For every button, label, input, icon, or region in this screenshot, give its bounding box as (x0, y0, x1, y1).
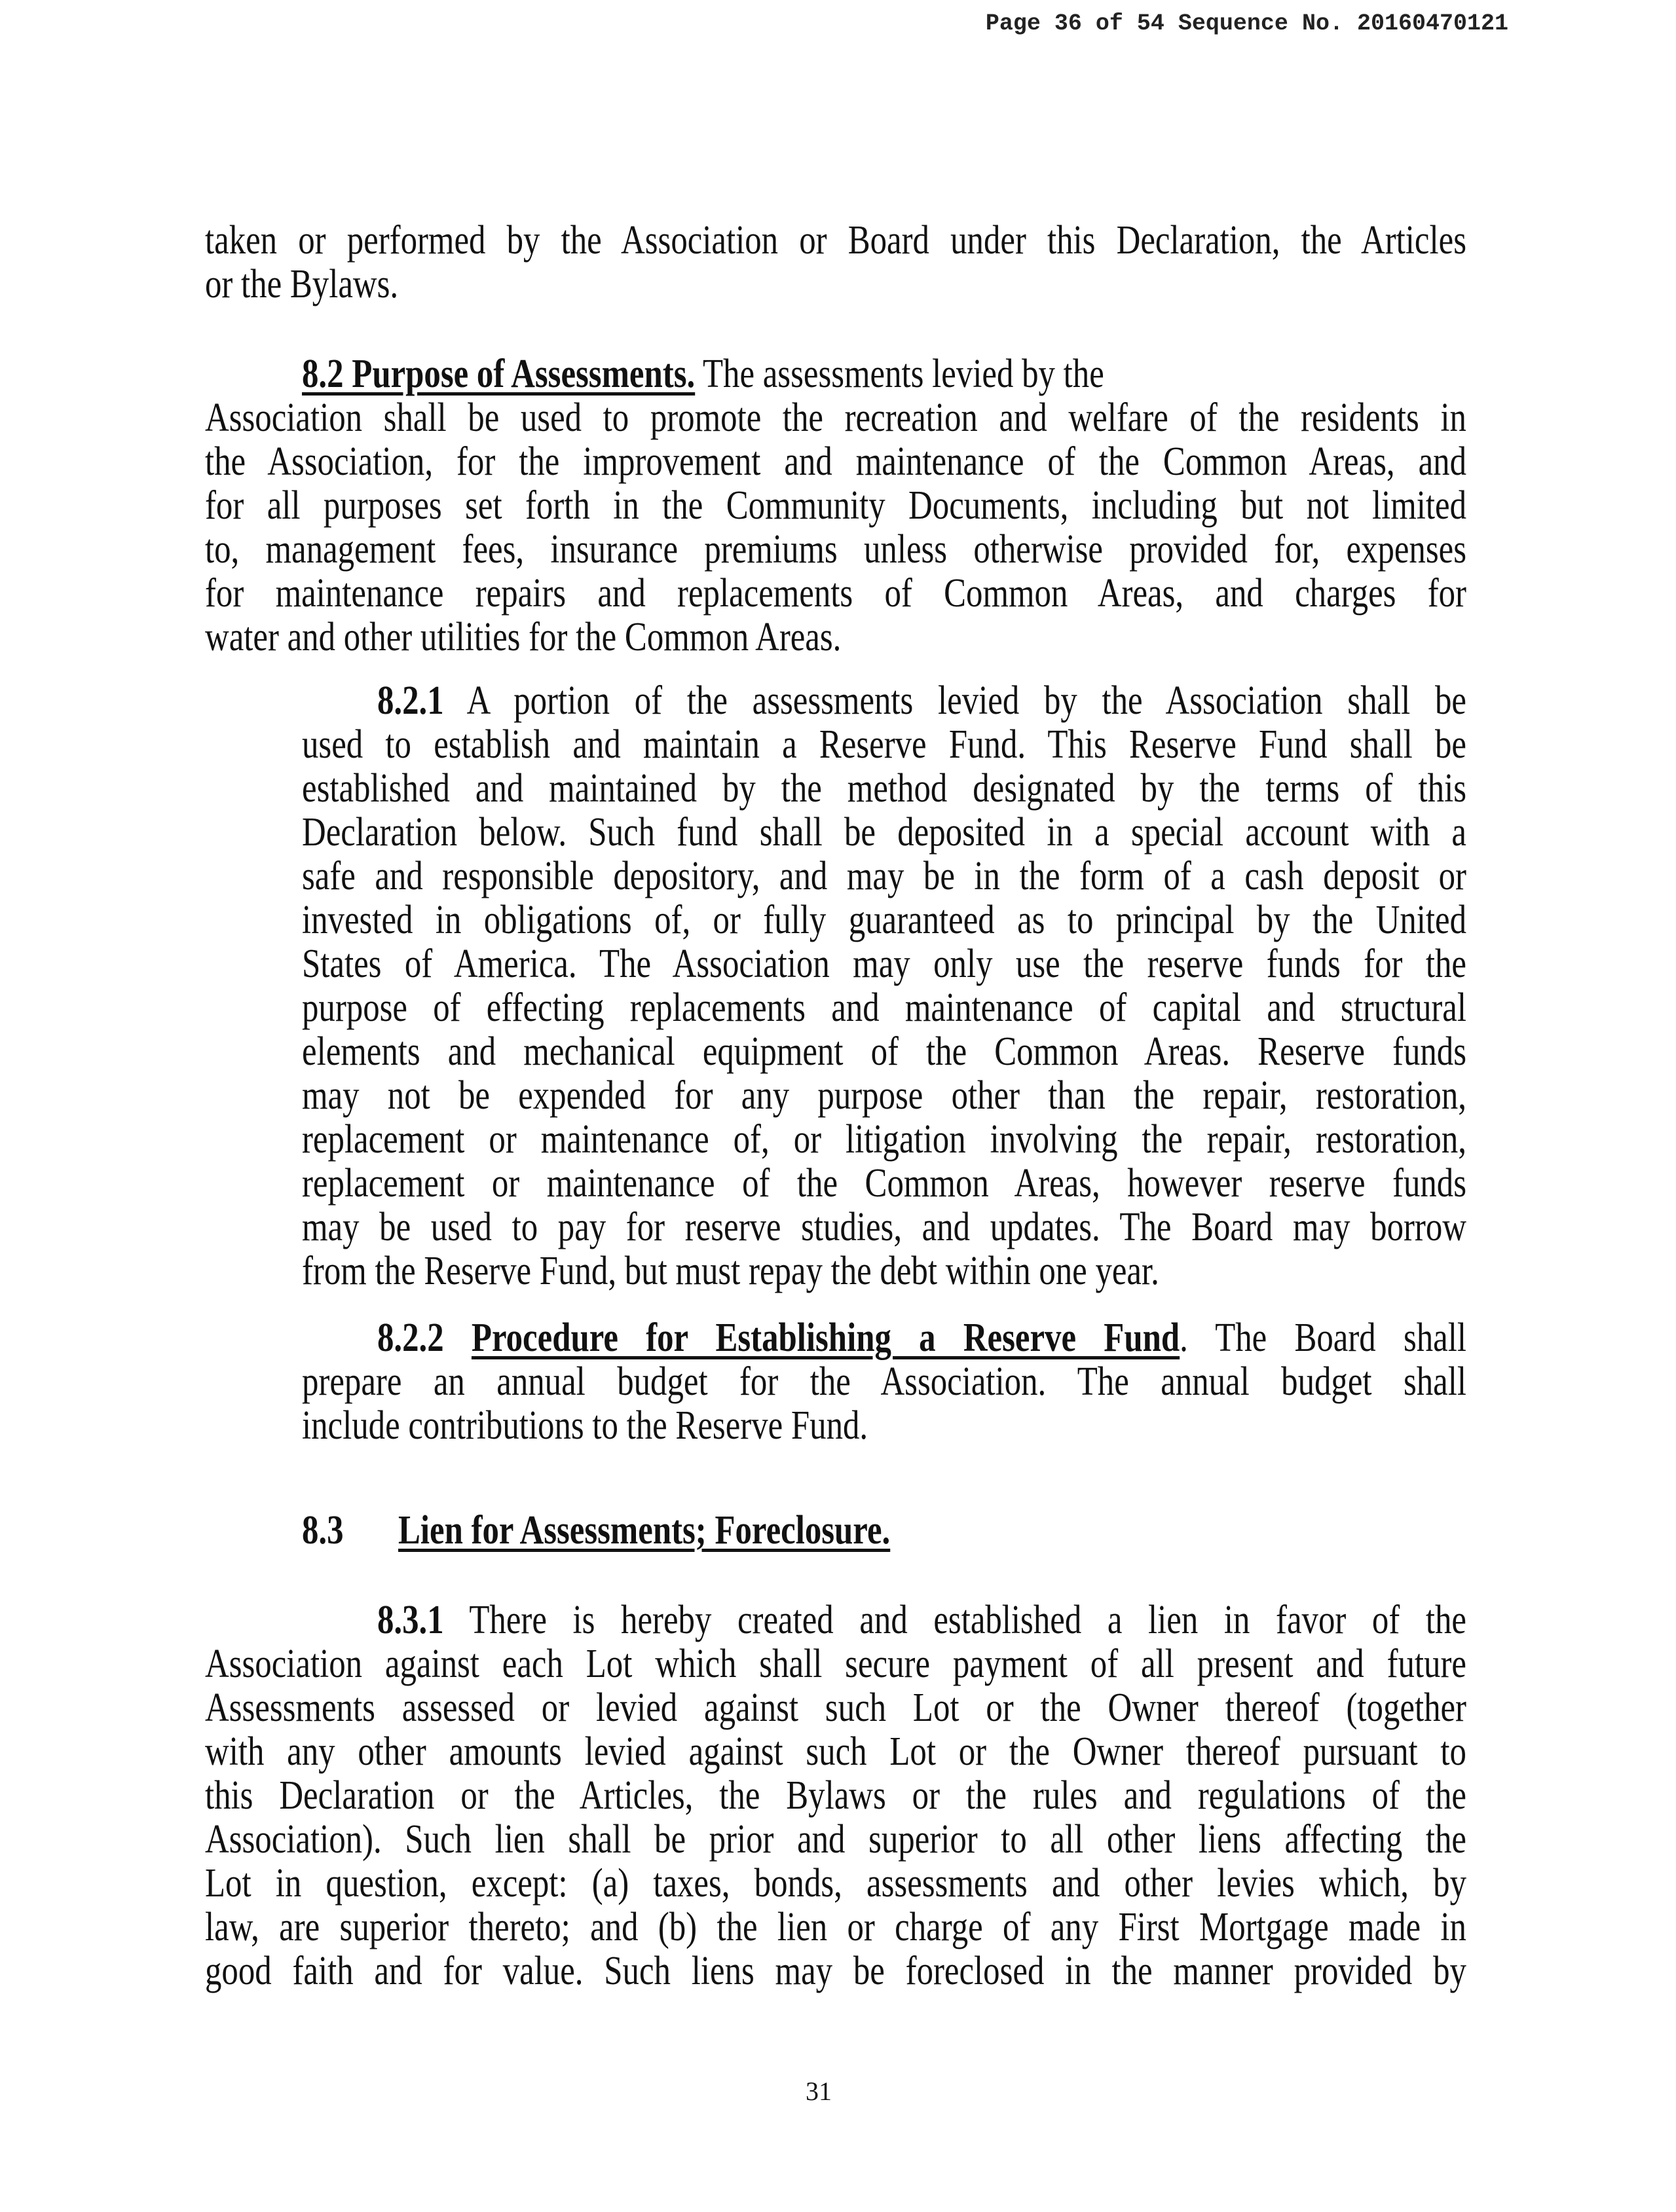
section-8-2-1-line: may not be expended for any purpose other than the repair, restoration, (302, 1073, 1466, 1118)
section-8-2-line: water and other utilities for the Common Areas. (205, 615, 842, 659)
section-number: 8.2.2 (377, 1316, 444, 1360)
section-8-3-heading-line (302, 1509, 344, 1553)
section-8-2-1-line: may be used to pay for reserve studies, and updates. The Board may borrow (302, 1205, 1466, 1249)
section-8-2-1-line: replacement or maintenance of, or litigation involving the repair, restoration, (302, 1117, 1466, 1162)
section-8-2-line (302, 352, 1104, 396)
section-8-2-2-line: include contributions to the Reserve Fund. (302, 1403, 868, 1448)
body-text (444, 1316, 472, 1360)
body-text: There is hereby created and established a lien in favor of the (443, 1598, 1466, 1642)
section-8-3-1-line: Lot in question, except: (a) taxes, bonds, assessments and other levies which, by (205, 1861, 1466, 1906)
section-8-3-1-line: law, are superior thereto; and (b) the lien or charge of any First Mortgage made in (205, 1905, 1466, 1949)
page-header-sequence: Page 36 of 54 Sequence No. 20160470121 (985, 10, 1508, 37)
section-number: 8.3 (302, 1508, 344, 1553)
section-8-2-1-line: from the Reserve Fund, but must repay the debt within one year. (302, 1249, 1159, 1293)
section-8-2-2-line (377, 1316, 1466, 1360)
section-8-2-1-line: used to establish and maintain a Reserve Fund. This Reserve Fund shall be (302, 722, 1466, 767)
section-8-2-1-line: States of America. The Association may only use the reserve funds for the (302, 942, 1466, 986)
section-8-2-1-line: elements and mechanical equipment of the Common Areas. Reserve funds (302, 1029, 1466, 1074)
section-heading: 8.2 Purpose of Assessments. (302, 352, 696, 396)
section-8-2-1-line: replacement or maintenance of the Common Areas, however reserve funds (302, 1161, 1466, 1206)
section-8-2-1-line (377, 679, 1466, 723)
continuation-line: taken or performed by the Association or Board under this Declaration, the Articles (205, 218, 1466, 263)
section-8-3-1-line: with any other amounts levied against such Lot or the Owner thereof pursuant to (205, 1729, 1466, 1774)
body-text: . The Board shall (1180, 1316, 1467, 1360)
section-number: 8.2.1 (377, 678, 444, 723)
section-8-3-1-line: good faith and for value. Such liens may be foreclosed in the manner provided by (205, 1949, 1466, 1993)
section-8-3-1-line: Association against each Lot which shall secure payment of all present and future (205, 1642, 1466, 1686)
section-8-2-1-line: Declaration below. Such fund shall be deposited in a special account with a (302, 810, 1466, 855)
section-heading: Lien for Assessments; Foreclosure. (398, 1508, 891, 1553)
section-8-3-1-line: Assessments assessed or levied against such Lot or the Owner thereof (together (205, 1686, 1466, 1730)
section-8-3-heading-title (398, 1509, 890, 1553)
section-8-2-1-line: safe and responsible depository, and may be in the form of a cash deposit or (302, 854, 1466, 898)
section-8-2-1-line: purpose of effecting replacements and maintenance of capital and structural (302, 986, 1466, 1030)
section-8-2-line: for maintenance repairs and replacements of Common Areas, and charges for (205, 571, 1466, 616)
body-text: A portion of the assessments levied by the Association shall be (443, 678, 1466, 723)
section-8-2-1-line: invested in obligations of, or fully guaranteed as to principal by the United (302, 898, 1466, 942)
page-number: 31 (806, 2076, 832, 2106)
section-8-3-1-line: this Declaration or the Articles, the Bylaws or the rules and regulations of the (205, 1773, 1466, 1818)
section-heading: Procedure for Establishing a Reserve Fund (471, 1316, 1180, 1360)
body-text: The assessments levied by the (695, 352, 1104, 396)
section-8-3-1-line: Association). Such lien shall be prior and superior to all other liens affecting the (205, 1817, 1466, 1862)
section-8-2-line: for all purposes set forth in the Community Documents, including but not limited (205, 483, 1466, 528)
section-number: 8.3.1 (377, 1598, 444, 1642)
section-8-3-1-line (377, 1598, 1466, 1642)
section-8-2-line: Association shall be used to promote the recreation and welfare of the residents in (205, 396, 1466, 440)
section-8-2-1-line: established and maintained by the method designated by the terms of this (302, 766, 1466, 811)
section-8-2-2-line: prepare an annual budget for the Association. The annual budget shall (302, 1359, 1466, 1404)
section-8-2-line: to, management fees, insurance premiums unless otherwise provided for, expenses (205, 527, 1466, 572)
continuation-line: or the Bylaws. (205, 262, 399, 306)
section-8-2-line: the Association, for the improvement and maintenance of the Common Areas, and (205, 439, 1466, 484)
